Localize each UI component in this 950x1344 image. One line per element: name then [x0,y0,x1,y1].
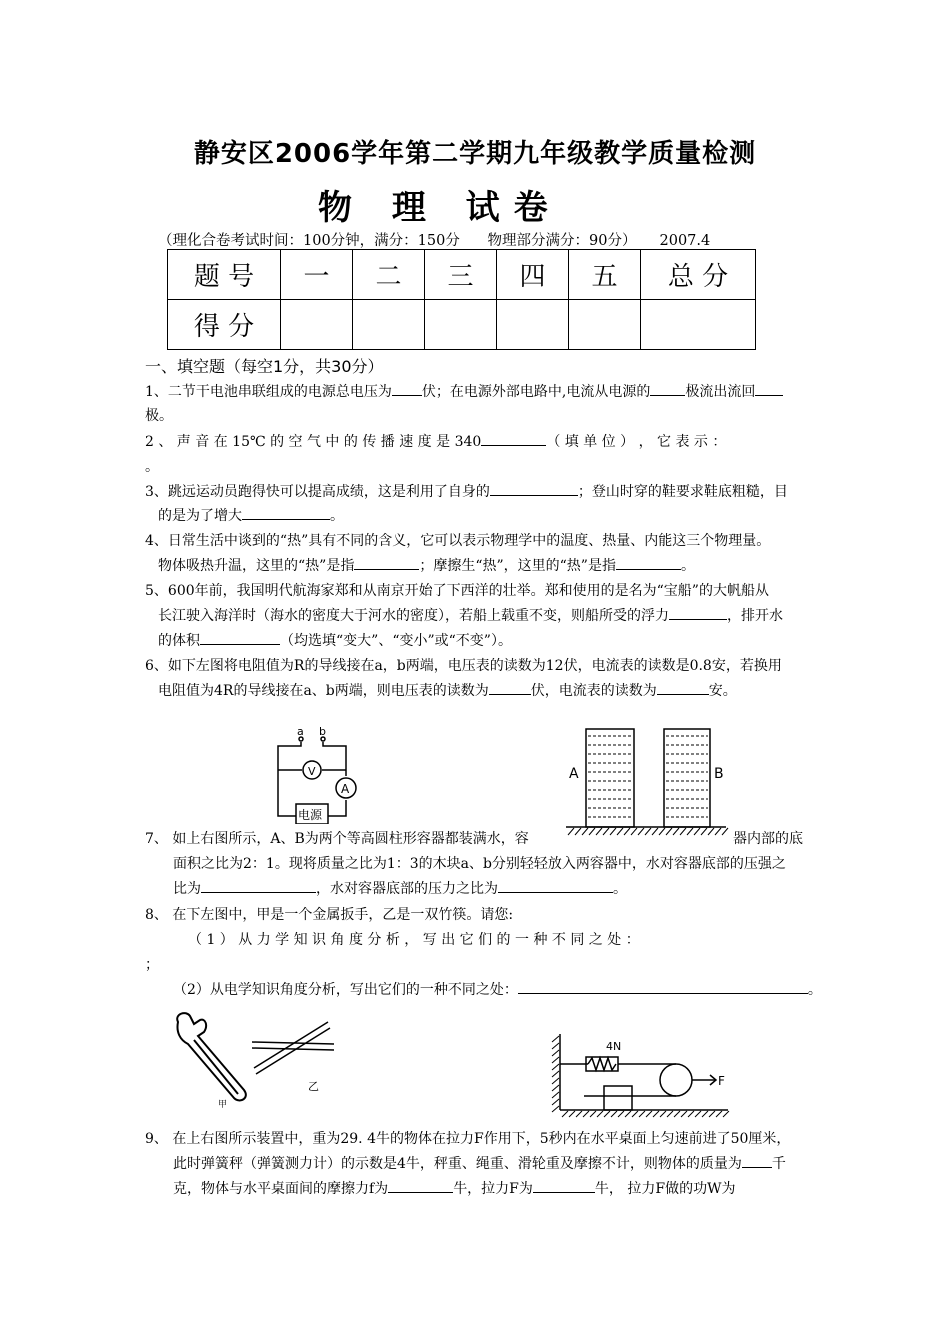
force-label: F [718,1074,725,1088]
page-title: 静安区2006学年第二学期九年级教学质量检测 [193,139,757,169]
power-source-label: 电源 [298,808,323,822]
exam-subtitle: 物 理 试卷 [318,188,562,228]
score-header-row [168,250,756,300]
question-5: 5、600年前，我国明代航海家郑和从南京开始了下西洋的壮举。郑和使用的是名为“宝船”的大帆船从 [145,583,769,599]
answer-blank[interactable] [518,979,808,994]
question-8-part1-cont: ； [145,957,159,973]
question-9-cont: 此时弹簧秤（弹簧测力计）的示数是4牛，秤重、绳重、滑轮重及摩擦不计，则物体的质量为 千 [173,1153,786,1173]
question-8: 8、 在下左图中，甲是一个金属扳手，乙是一双竹筷。请您: [145,907,514,923]
question-5-cont: 长江驶入海洋时（海水的密度大于河水的密度），若船上载重不变，则船所受的浮力 ，排开水 [158,605,783,625]
column-total: 总 分 [641,250,756,300]
column-5: 五 [569,250,641,300]
answer-blank[interactable] [481,431,546,446]
column-4: 四 [497,250,569,300]
question-4-cont: 物体吸热升温，这里的“热”是指 ；摩擦生“热”，这里的“热”是指 。 [158,555,695,575]
score-cell-total[interactable] [641,300,756,350]
circuit-diagram [268,724,360,824]
column-3: 三 [425,250,497,300]
ground-hatch [552,1036,729,1117]
question-9: 9、 在上右图所示装置中，重为29. 4牛的物体在拉力F作用下，5秒内在水平桌面上匀速前进了50厘米， [145,1131,791,1147]
section-1-title: 一、填空题（每空1分，共30分） [145,357,384,376]
score-cell[interactable] [569,300,641,350]
question-7-cont: 面积之比为2：1。现将质量之比为1：3的木块a、b分别轻轻放入两容器中，水对容器底部的压强之 [173,856,786,872]
answer-blank[interactable] [242,505,330,520]
wrench-label: 甲 [218,1100,228,1110]
answer-blank[interactable] [498,878,613,893]
answer-blank[interactable] [201,878,316,893]
question-7-cont2: 比为 ，水对容器底部的压力之比为 。 [173,878,627,898]
question-3-cont: 的是为了增大 。 [158,505,344,525]
answer-blank[interactable] [200,630,280,645]
row-label-number: 题 号 [168,250,281,300]
question-2: 2 、 声 音 在 15℃ 的 空 气 中 的 传 播 速 度 是 340 （ 填 单 位 ） ， 它 表 示 ： [145,431,726,451]
answer-blank[interactable] [490,481,578,496]
container-b-label: B [714,766,724,782]
terminal-b-label: b [319,725,326,738]
question-8-part1: （ 1 ） 从 力 学 知 识 角 度 分 析 ， 写 出 它 们 的 一 种 不 同 之 处 ： [188,932,640,948]
score-table [167,249,756,350]
answer-blank[interactable] [392,381,422,396]
answer-blank[interactable] [388,1178,453,1193]
answer-blank[interactable] [533,1178,595,1193]
row-label-score: 得 分 [168,300,281,350]
column-1: 一 [281,250,353,300]
question-4: 4、日常生活中谈到的“热”具有不同的含义，它可以表示物理学中的温度、热量、内能这三个物理量。 [145,533,771,549]
score-value-row [168,300,756,350]
answer-blank[interactable] [354,555,419,570]
question-9-cont2: 克，物体与水平桌面间的摩擦力f为 牛，拉力F为 牛， 拉力F做的功W为 [173,1178,735,1198]
answer-blank[interactable] [489,680,531,695]
question-2-cont: 。 [145,459,159,475]
exam-info: （理化合卷考试时间：100分钟，满分：150分 物理部分满分：90分） 2007.4 [158,233,711,249]
score-cell[interactable] [425,300,497,350]
answer-blank[interactable] [650,381,685,396]
pulley-diagram [548,1028,738,1118]
question-8-part2: （2）从电学知识角度分析，写出它们的一种不同之处： 。 [173,979,822,999]
column-2: 二 [353,250,425,300]
voltmeter-label: V [308,765,316,778]
answer-blank[interactable] [742,1153,772,1168]
question-7: 7、 如上右图所示，A、B为两个等高圆柱形容器都装满水，容 [145,831,529,847]
containers-diagram [566,726,730,838]
container-a-label: A [569,766,579,782]
chopsticks-label: 乙 [308,1080,319,1093]
score-cell[interactable] [497,300,569,350]
question-1-cont: 极。 [145,408,173,424]
spring-reading-label: 4N [606,1040,622,1053]
tools-diagram [168,1010,338,1112]
answer-blank[interactable] [669,605,727,620]
score-cell[interactable] [353,300,425,350]
ground-hatch [568,828,728,835]
question-3: 3、跳远运动员跑得快可以提高成绩，这是利用了自身的 ；登山时穿的鞋要求鞋底粗糙，目 [145,481,788,501]
water-lines [588,736,708,817]
question-1: 1、二节干电池串联组成的电源总电压为 伏；在电源外部电路中,电流从电源的 极流出流回 [145,381,783,401]
question-7-right: 器内部的底 [733,831,803,847]
question-5-cont2: 的体积 （均选填“变大”、“变小”或“不变”）。 [158,630,512,650]
score-cell[interactable] [281,300,353,350]
answer-blank[interactable] [755,381,783,396]
question-6-cont: 电阻值为4R的导线接在a、b两端，则电压表的读数为 伏，电流表的读数为 安。 [158,680,737,700]
question-6: 6、如下左图将电阻值为R的导线接在a，b两端，电压表的读数为12伏，电流表的读数是0.8安，若换用 [145,658,782,674]
terminal-a-label: a [297,725,304,738]
answer-blank[interactable] [616,555,681,570]
ammeter-label: A [341,782,350,796]
answer-blank[interactable] [657,680,709,695]
